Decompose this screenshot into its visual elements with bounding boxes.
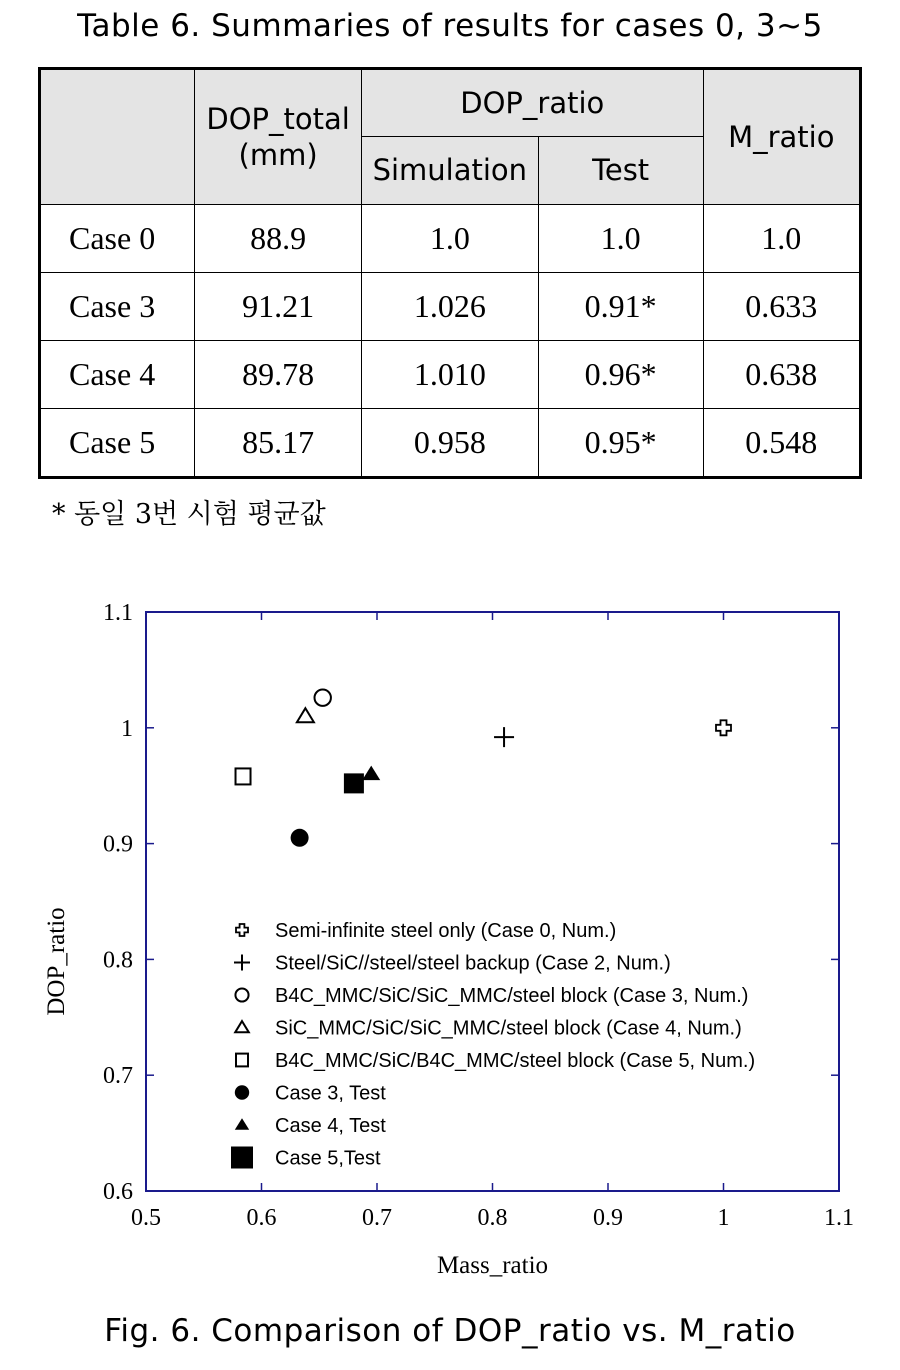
- legend-marker: [231, 1147, 253, 1169]
- legend-marker: [236, 924, 248, 936]
- x-axis-label: Mass_ratio: [436, 1252, 549, 1279]
- table-row: [40, 341, 861, 409]
- legend-marker: [235, 1021, 249, 1032]
- x-tick-label: 1.1: [824, 1205, 854, 1231]
- x-tick-label: 1: [717, 1205, 730, 1231]
- x-tick-label: 0.6: [246, 1205, 277, 1231]
- legend-marker: [235, 988, 248, 1001]
- results-table: [38, 67, 862, 479]
- table-row: [40, 409, 861, 478]
- y-tick-label: 0.7: [103, 1063, 133, 1090]
- data-point: [344, 773, 364, 793]
- legend-label: B4C_MMC/SiC/B4C_MMC/steel block (Case 5, Num.): [275, 1050, 756, 1072]
- simulation-cell: 1.010: [361, 341, 538, 409]
- y-tick-label: 0.6: [103, 1179, 133, 1205]
- data-point: [236, 768, 251, 784]
- data-point: [315, 689, 331, 705]
- data-point: [291, 829, 309, 847]
- legend-label: B4C_MMC/SiC/SiC_MMC/steel block (Case 3, Num.): [275, 985, 749, 1007]
- table-row: [40, 273, 861, 341]
- legend-marker: [234, 955, 250, 971]
- simulation-header: Simulation: [361, 137, 538, 205]
- legend-marker: [235, 1085, 249, 1099]
- data-point: [297, 708, 314, 722]
- data-point: [494, 727, 514, 747]
- case-cell: Case 0: [40, 205, 195, 273]
- legend-marker: [235, 1118, 249, 1130]
- x-tick-label: 0.8: [477, 1205, 508, 1231]
- figure-caption: Fig. 6. Comparison of DOP_ratio vs. M_ratio: [104, 1313, 796, 1349]
- x-tick-label: 0.7: [362, 1205, 392, 1231]
- legend-label: Semi-infinite steel only (Case 0, Num.): [275, 920, 617, 942]
- legend-label: Steel/SiC//steel/steel backup (Case 2, Num.): [275, 952, 671, 975]
- x-tick-label: 0.5: [131, 1205, 161, 1231]
- dop-total-label: DOP_total: [206, 101, 350, 136]
- y-tick-label: 0.8: [103, 947, 133, 974]
- simulation-cell: 1.026: [361, 273, 538, 341]
- data-point: [362, 766, 380, 781]
- dop-total-cell: 88.9: [195, 205, 362, 273]
- case-cell: Case 5: [40, 409, 195, 478]
- y-tick-label: 1.1: [103, 600, 133, 626]
- dop-total-cell: 89.78: [195, 341, 362, 409]
- dop-total-cell: 91.21: [195, 273, 362, 341]
- legend-label: Case 3, Test: [275, 1082, 386, 1105]
- dop-total-cell: 85.17: [195, 409, 362, 478]
- dop-total-header: [195, 69, 362, 205]
- simulation-cell: 1.0: [361, 205, 538, 273]
- m-ratio-cell: 0.633: [703, 273, 860, 341]
- legend-marker: [236, 1054, 248, 1067]
- m-ratio-cell: 1.0: [703, 205, 860, 273]
- test-header: Test: [538, 137, 703, 205]
- test-cell: 1.0: [538, 205, 703, 273]
- m-ratio-cell: 0.548: [703, 409, 860, 478]
- legend-label: Case 4, Test: [275, 1115, 386, 1137]
- empty-header-cell: [40, 69, 195, 205]
- x-tick-label: 0.9: [593, 1205, 623, 1231]
- test-cell: 0.91*: [538, 273, 703, 341]
- plot-frame: [146, 612, 839, 1191]
- case-cell: Case 4: [40, 341, 195, 409]
- test-cell: 0.95*: [538, 409, 703, 478]
- y-tick-label: 0.9: [103, 831, 133, 858]
- dop-ratio-header: DOP_ratio: [361, 69, 703, 137]
- y-axis-label: DOP_ratio: [43, 907, 70, 1016]
- table-caption: Table 6. Summaries of results for cases 0, 3~5: [77, 8, 823, 44]
- table-row: [40, 205, 861, 273]
- data-point: [716, 720, 731, 735]
- legend-label: Case 5,Test: [275, 1147, 381, 1170]
- table-footnote: * 동일 3번 시험 평균값: [52, 499, 326, 530]
- m-ratio-header: M_ratio: [703, 69, 860, 205]
- simulation-cell: 0.958: [361, 409, 538, 478]
- legend-label: SiC_MMC/SiC/SiC_MMC/steel block (Case 4, Num.): [275, 1017, 742, 1040]
- y-tick-label: 1: [121, 715, 133, 742]
- dop-total-unit: (mm): [238, 138, 318, 172]
- case-cell: Case 3: [40, 273, 195, 341]
- dop-ratio-scatter-chart: [0, 580, 900, 1300]
- m-ratio-cell: 0.638: [703, 341, 860, 409]
- test-cell: 0.96*: [538, 341, 703, 409]
